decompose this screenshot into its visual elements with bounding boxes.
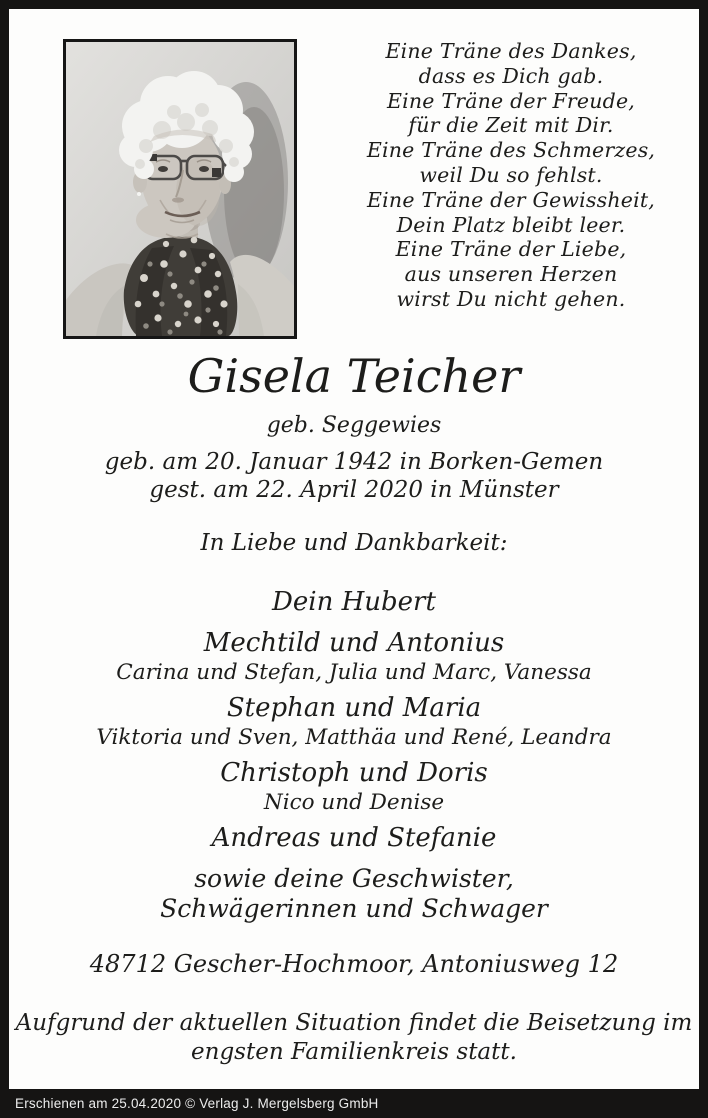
- tribute-intro: In Liebe und Dankbarkeit:: [200, 530, 508, 556]
- poem-line: aus unseren Herzen: [404, 262, 618, 287]
- poem-line: weil Du so fehlst.: [419, 162, 603, 187]
- poem-line: Eine Träne der Gewissheit,: [367, 187, 655, 212]
- birth-date-line: geb. am 20. Januar 1942 in Borken-Gemen: [104, 449, 604, 475]
- obituary-card: [9, 9, 699, 1089]
- mourner-line: Viktoria und Sven, Matthäa und René, Leandra: [96, 725, 612, 750]
- mourner-line: Carina und Stefan, Julia und Marc, Vanessa: [116, 660, 592, 685]
- mourner-line: Dein Hubert: [272, 587, 436, 617]
- funeral-notice-line: Aufgrund der aktuellen Situation findet die Beisetzung im: [15, 1010, 693, 1036]
- poem-line: Eine Träne der Freude,: [386, 88, 636, 113]
- mourner-line: Stephan und Maria: [226, 693, 482, 723]
- poem-line: Eine Träne der Liebe,: [395, 237, 627, 262]
- memorial-poem: [325, 39, 697, 312]
- portrait-illustration: [66, 42, 294, 336]
- portrait-photo: [63, 39, 297, 339]
- relatives-closing-line: Schwägerinnen und Schwager: [160, 894, 548, 923]
- relatives-closing-line: sowie deine Geschwister,: [194, 864, 514, 893]
- poem-line: Eine Träne des Dankes,: [385, 39, 637, 63]
- publication-footer-text: Erschienen am 25.04.2020 © Verlag J. Mergelsberg GmbH: [15, 1096, 379, 1111]
- poem-line: für die Zeit mit Dir.: [408, 113, 614, 138]
- address-line: 48712 Gescher-Hochmoor, Antoniusweg 12: [89, 950, 619, 978]
- poem-line: Dein Platz bleibt leer.: [396, 212, 626, 237]
- maiden-name: geb. Seggewies: [266, 413, 442, 438]
- publication-footer: [9, 1089, 699, 1118]
- funeral-notice-line: engsten Familienkreis statt.: [191, 1039, 517, 1065]
- deceased-name: Gisela Teicher: [187, 349, 521, 403]
- mourner-line: Nico und Denise: [263, 790, 445, 815]
- poem-line: dass es Dich gab.: [418, 63, 604, 88]
- poem-line: wirst Du nicht gehen.: [396, 286, 626, 311]
- death-date-line: gest. am 22. April 2020 in Münster: [149, 477, 559, 503]
- mourner-line: Christoph und Doris: [220, 758, 488, 788]
- mourner-line: Mechtild und Antonius: [203, 628, 505, 658]
- poem-line: Eine Träne des Schmerzes,: [366, 138, 656, 163]
- mourner-line: Andreas und Stefanie: [211, 823, 497, 853]
